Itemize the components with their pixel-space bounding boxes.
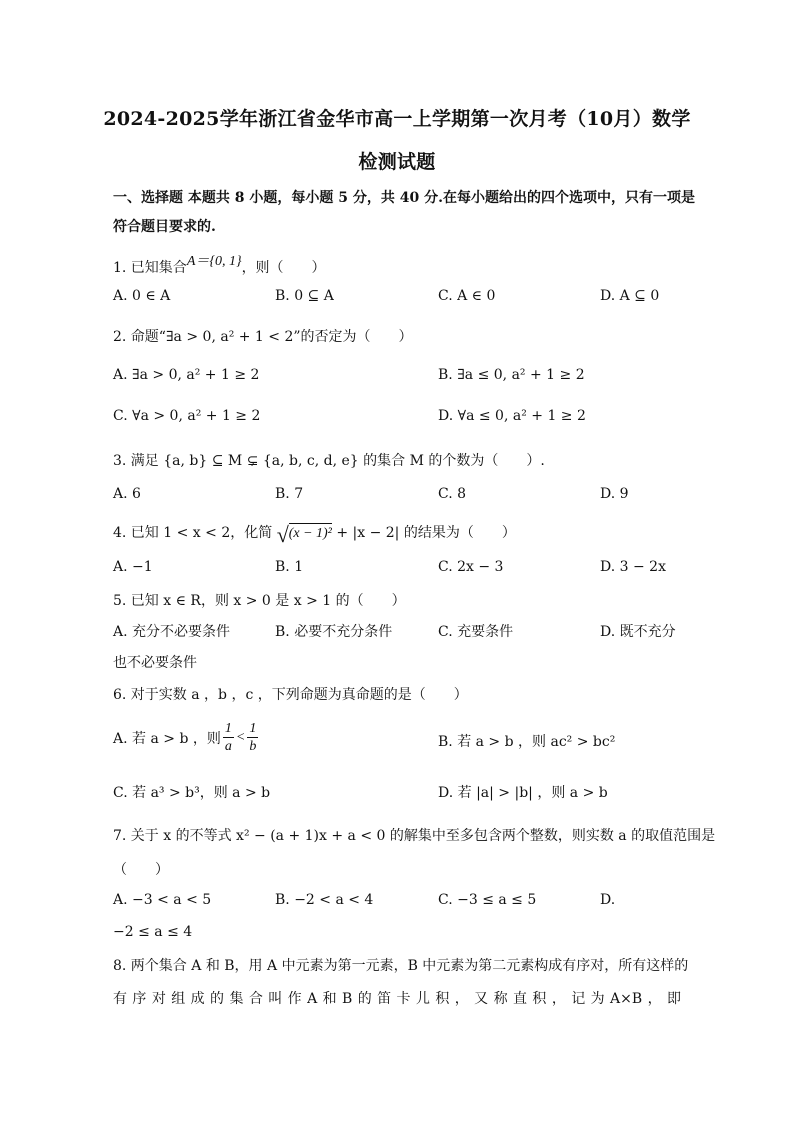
q5-option-c: C. 充要条件 [438, 624, 514, 640]
q4-option-a: A. −1 [113, 559, 153, 575]
question-7-stem: 7. 关于 x 的不等式 x² − (a + 1)x + a < 0 的解集中至多包含两个整数，则实数 a 的取值范围是 [113, 828, 716, 844]
frac-numerator: 1 [224, 721, 232, 736]
q3-option-c: C. 8 [438, 486, 467, 502]
q1-option-a: A. 0 ∈ A [113, 288, 171, 304]
q4-stem-a: 4. 已知 1 < x < 2，化简 [113, 525, 273, 541]
question-3-stem: 3. 满足 {a, b} ⊆ M ⊊ {a, b, c, d, e} 的集合 M 的个数为（ ）. [113, 453, 545, 469]
q2-option-d: D. ∀a ≤ 0, a² + 1 ≥ 2 [438, 408, 586, 424]
question-8-stem: 8. 两个集合 A 和 B，用 A 中元素为第一元素，B 中元素为第二元素构成有序对，所有这样的 [113, 958, 689, 974]
sqrt-expression [276, 522, 332, 547]
q1-stem-b: ，则（ ） [241, 260, 326, 276]
q5-option-b: B. 必要不充分条件 [275, 624, 393, 640]
q7-option-d: D. [600, 892, 616, 908]
q4-option-d: D. 3 − 2x [600, 559, 666, 575]
question-5-stem: 5. 已知 x ∈ R，则 x > 0 是 x > 1 的（ ） [113, 593, 406, 609]
question-1-stem [113, 254, 326, 277]
radical-sign-icon: √ [276, 522, 289, 547]
q6-option-a [113, 720, 260, 755]
q5-option-d-wrap: 也不必要条件 [113, 655, 197, 671]
q1-option-d: D. A ⊆ 0 [600, 288, 660, 304]
q4-stem-b: + |x − 2| 的结果为（ ） [331, 525, 516, 541]
question-2-stem: 2. 命题“∃a > 0, a² + 1 < 2”的否定为（ ） [113, 329, 413, 345]
q7-option-a: A. −3 < a < 5 [113, 892, 212, 908]
exam-title-line2: 检测试题 [358, 151, 436, 173]
section-header: 一、选择题 本题共 8 小题，每小题 5 分，共 40 分.在每小题给出的四个选项中，只有一项是 [113, 190, 695, 206]
q5-option-d: D. 既不充分 [600, 624, 676, 640]
q3-option-a: A. 6 [113, 486, 141, 502]
q7-option-d-wrap: −2 ≤ a ≤ 4 [113, 924, 193, 940]
q6-option-d: D. 若 |a| > |b| ，则 a > b [438, 785, 608, 801]
q5-option-a: A. 充分不必要条件 [113, 624, 231, 640]
less-than-sign: < [235, 729, 246, 745]
question-8-stem-cont: 有序对组成的集合叫作A和B的笛卡儿积，又称直积，记为A×B，即 [113, 991, 681, 1007]
q1-formula: A＝{0, 1} [186, 254, 242, 269]
q6-option-b: B. 若 a > b ，则 ac² > bc² [438, 734, 616, 750]
q7-option-b: B. −2 < a < 4 [275, 892, 374, 908]
q1-option-b: B. 0 ⊆ A [275, 288, 334, 304]
frac-numerator: 1 [249, 721, 257, 736]
q1-option-c: C. A ∈ 0 [438, 288, 496, 304]
exam-title: 2024-2025学年浙江省金华市高一上学期第一次月考（10月）数学 [103, 108, 691, 130]
q4-radicand: (x − 1)² [289, 523, 332, 541]
q2-option-c: C. ∀a > 0, a² + 1 ≥ 2 [113, 408, 261, 424]
question-7-stem-wrap: （ ） [113, 862, 169, 878]
q3-option-d: D. 9 [600, 486, 629, 502]
fraction-1-over-b [247, 720, 258, 755]
q2-option-a: A. ∃a > 0, a² + 1 ≥ 2 [113, 367, 260, 383]
q4-option-b: B. 1 [275, 559, 304, 575]
frac-denominator: a [224, 739, 232, 754]
q4-option-c: C. 2x − 3 [438, 559, 504, 575]
q6-option-c: C. 若 a³ > b³，则 a > b [113, 785, 271, 801]
section-header-cont: 符合题目要求的. [113, 219, 216, 235]
question-4-stem [113, 522, 516, 547]
question-6-stem: 6. 对于实数 a ，b ，c ，下列命题为真命题的是（ ） [113, 687, 468, 703]
q7-option-c: C. −3 ≤ a ≤ 5 [438, 892, 537, 908]
q3-option-b: B. 7 [275, 486, 304, 502]
fraction-1-over-a [223, 720, 234, 755]
q2-option-b: B. ∃a ≤ 0, a² + 1 ≥ 2 [438, 367, 585, 383]
q1-stem-a: 1. 已知集合 [113, 260, 187, 276]
frac-denominator: b [249, 739, 257, 754]
q6-option-a-text: A. 若 a > b ，则 [113, 730, 221, 747]
